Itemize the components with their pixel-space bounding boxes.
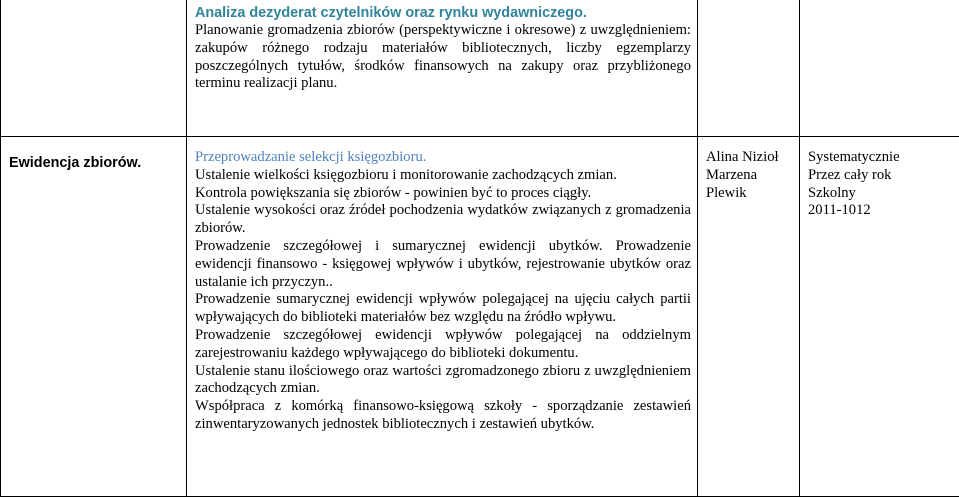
selection-heading: Przeprowadzanie selekcji księgozbioru. [195,149,691,167]
top-task-cell [187,0,698,137]
schedule-line: Przez cały rok [808,167,958,185]
analysis-heading: Analiza dezyderat czytelników oraz rynku wydawniczego. [195,4,691,22]
schedule-line: Szkolny [808,185,958,203]
schedule-line: Systematycznie [808,149,958,167]
task-item: Kontrola powiększania się zbiorów - powinien być to proces ciągły. [195,185,691,203]
empty-cell [698,0,800,137]
task-item: Ustalenie wysokości oraz źródeł pochodzenia wydatków związanych z gromadzenia zbiorów. [195,202,691,238]
empty-cell [800,0,959,137]
schedule-cell [800,137,959,497]
section-title: Ewidencja zbiorów. [9,155,180,173]
task-item: Prowadzenie szczegółowej ewidencji wpływów polegającej na oddzielnym zarejestrowaniu każdego wpływającego do biblioteki dokumentu. [195,327,691,363]
section-title-cell [1,137,187,497]
table-row [1,0,959,137]
table-row [1,137,959,497]
planning-text: Planowanie gromadzenia zbiorów (perspektywiczne i okresowe) z uwzględnieniem: zakupów różnego rodzaju materiałów bibliotecznych, liczby egzemplarzy poszczególnych tytułów, środków finansowych na zakupy oraz przybliżonego terminu realizacji planu. [195,22,691,93]
responsible-line: Alina Nizioł [706,149,793,167]
tasks-cell [187,137,698,497]
responsible-cell [698,137,800,497]
responsible-line: Plewik [706,185,793,203]
task-item: Ustalenie stanu ilościowego oraz wartości zgromadzonego zbioru z uwzględnieniem zachodzących zmian. [195,363,691,399]
empty-cell [1,0,187,137]
responsible-line: Marzena [706,167,793,185]
task-item: Prowadzenie sumarycznej ewidencji wpływów polegającej na ujęciu całych partii wpływających do biblioteki materiałów bez względu na źródło wpływu. [195,291,691,327]
task-item: Prowadzenie szczegółowej i sumarycznej ewidencji ubytków. Prowadzenie ewidencji finansowo - księgowej wpływów i ubytków, rejestrowanie ubytków oraz ustalanie ich przyczyn.. [195,238,691,291]
schedule-line: 2011-1012 [808,202,958,220]
task-item: Współpraca z komórką finansowo-księgową szkoły - sporządzanie zestawień zinwentaryzowanych jednostek bibliotecznych i zestawień ubytków. [195,398,691,434]
task-item: Ustalenie wielkości księgozbioru i monitorowanie zachodzących zmian. [195,167,691,185]
